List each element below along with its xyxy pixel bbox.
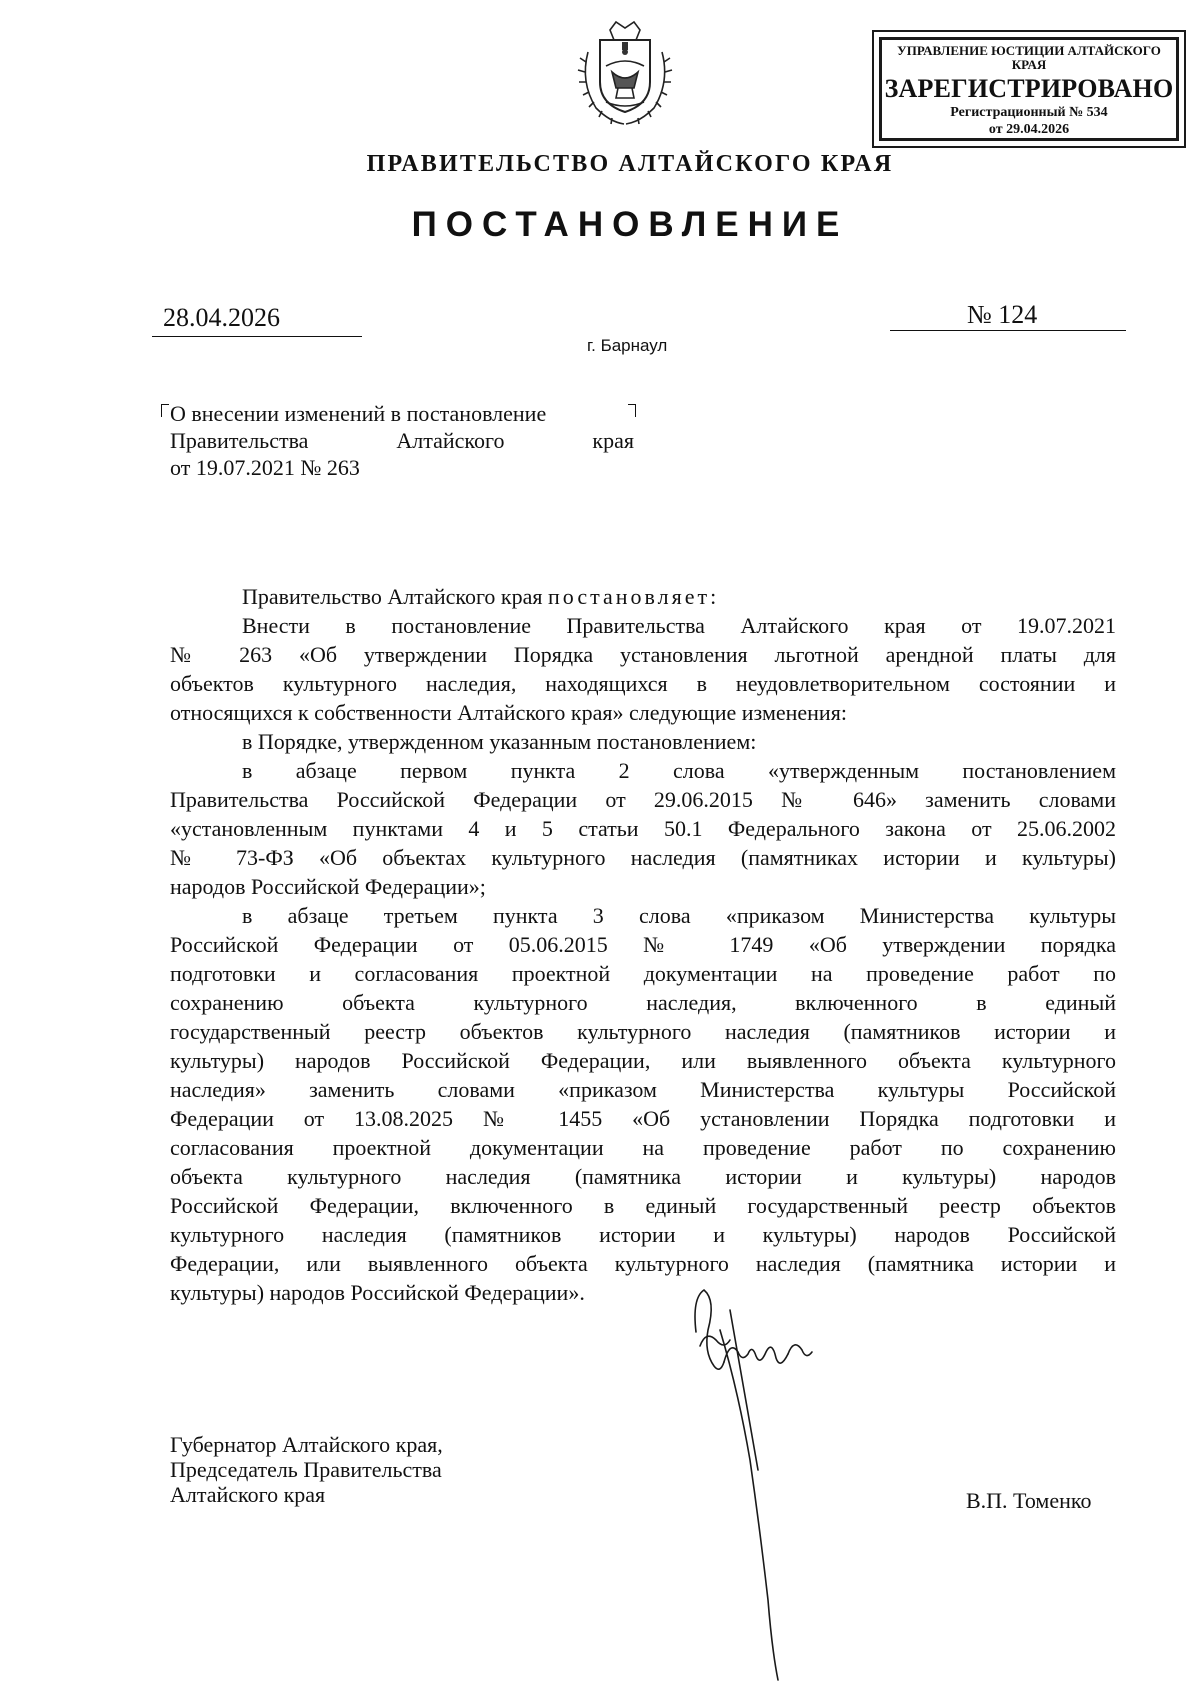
document-city: г. Барнаул [587, 336, 668, 355]
stamp-authority: УПРАВЛЕНИЕ ЮСТИЦИИ АЛТАЙСКОГО КРАЯ [897, 43, 1161, 72]
body-line: в абзаце третьем пункта 3 слова «приказом Министерства культуры [242, 903, 1116, 928]
body-line: № 73-ФЗ «Об объектах культурного наследия (памятниках истории и культуры) [170, 845, 1116, 870]
signatory-title-line: Алтайского края [170, 1482, 326, 1507]
body-line: культуры) народов Российской Федерации». [170, 1280, 585, 1305]
registration-stamp-inner [879, 37, 1179, 141]
body-intro-text: Правительство Алтайского края [242, 584, 543, 609]
body-line: Внести в постановление Правительства Алтайского края от 19.07.2021 [242, 613, 1116, 638]
subject-bracket-left [161, 404, 169, 417]
body-line: культурного наследия (памятников истории и культуры) народов Российской [170, 1222, 1116, 1247]
registration-stamp [872, 30, 1186, 148]
body-line: объектов культурного наследия, находящихся в неудовлетворительном состоянии и [170, 671, 1116, 696]
body-line: относящихся к собственности Алтайского края» следующие изменения: [170, 700, 847, 725]
body-line: культуры) народов Российской Федерации, или выявленного объекта культурного [170, 1048, 1116, 1073]
subject-line: от 19.07.2021 № 263 [170, 455, 360, 480]
body-line: подготовки и согласования проектной документации на проведение работ по [170, 961, 1116, 986]
signatory-title-line: Председатель Правительства [170, 1457, 442, 1482]
government-title: ПРАВИТЕЛЬСТВО АЛТАЙСКОГО КРАЯ [366, 151, 894, 177]
document-body [170, 582, 1116, 1307]
signatory-name: В.П. Томенко [966, 1488, 1092, 1513]
body-line: в абзаце первом пункта 2 слова «утвержденным постановлением [242, 758, 1116, 783]
body-line: народов Российской Федерации»; [170, 874, 486, 899]
subject-line: О внесении изменений в постановление [170, 401, 547, 426]
body-line: Федерации, или выявленного объекта культурного наследия (памятника истории и [170, 1251, 1116, 1276]
date-underline [152, 336, 362, 337]
body-line: Российской Федерации от 05.06.2015 № 1749 «Об утверждении порядка [170, 932, 1116, 957]
signatory-title-line: Губернатор Алтайского края, [170, 1432, 443, 1457]
body-line: объекта культурного наследия (памятника истории и культуры) народов [170, 1164, 1116, 1189]
handwritten-signature [690, 1270, 850, 1690]
signatory-title [170, 1432, 443, 1507]
subject-line: Правительства Алтайского края [170, 428, 634, 453]
body-line: Правительства Российской Федерации от 29.06.2015 № 646» заменить словами [170, 787, 1116, 812]
body-line: Федерации от 13.08.2025 № 1455 «Об установлении Порядка подготовки и [170, 1106, 1116, 1131]
body-line: сохранению объекта культурного наследия, включенного в единый [170, 990, 1116, 1015]
document-number: № 124 [967, 300, 1038, 329]
body-line: согласования проектной документации на проведение работ по сохранению [170, 1135, 1116, 1160]
document-type-title: ПОСТАНОВЛЕНИЕ [411, 205, 849, 244]
body-line: Российской Федерации, включенного в единый государственный реестр объектов [170, 1193, 1116, 1218]
stamp-registration-number: Регистрационный № 534 [950, 105, 1108, 120]
document-date: 28.04.2026 [163, 303, 280, 332]
body-line: государственный реестр объектов культурного наследия (памятников истории и [170, 1019, 1116, 1044]
coat-of-arms-emblem [566, 12, 684, 130]
document-subject [170, 400, 634, 481]
stamp-status: ЗАРЕГИСТРИРОВАНО [884, 74, 1174, 103]
body-line: № 263 «Об утверждении Порядка установления льготной арендной платы для [170, 642, 1116, 667]
body-intro [170, 582, 1116, 611]
number-underline [890, 330, 1126, 331]
stamp-date: от 29.04.2026 [988, 122, 1070, 137]
body-line: наследия» заменить словами «приказом Министерства культуры Российской [170, 1077, 1116, 1102]
body-line: «установленным пунктами 4 и 5 статьи 50.1 Федерального закона от 25.06.2002 [170, 816, 1116, 841]
body-line: в Порядке, утвержденном указанным постановлением: [242, 729, 757, 754]
body-intro-decree-word: постановляет: [548, 584, 720, 609]
